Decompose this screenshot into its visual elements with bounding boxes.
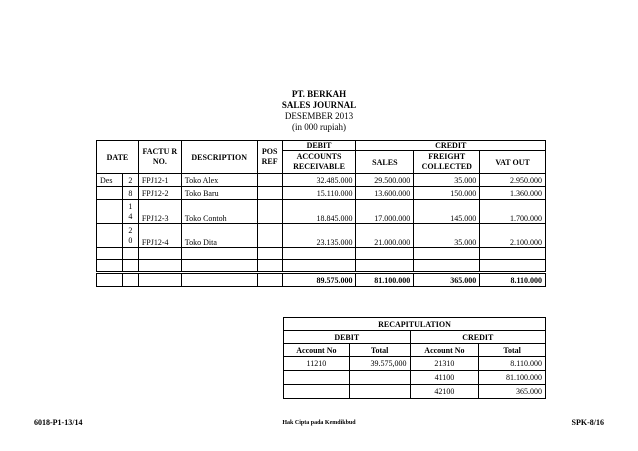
row-sales: 21.000.000 — [356, 224, 414, 248]
row-posref — [257, 187, 282, 200]
row-vat: 2.100.000 — [480, 224, 546, 248]
col-freight-collected: FREIGHT COLLECTED — [414, 151, 480, 174]
row-day: 8 — [122, 187, 138, 200]
row-faktur: FPJ12-2 — [138, 187, 181, 200]
row-sales: 17.000.000 — [356, 200, 414, 224]
col-accounts-receivable: ACCOUNTS RECEIVABLE — [282, 151, 356, 174]
row-accounts-receivable: 15.110.000 — [282, 187, 356, 200]
table-row — [284, 385, 546, 399]
blank-row — [97, 260, 546, 273]
recap-credit-total-header: Total — [479, 344, 546, 357]
total-accounts-receivable: 89.575.000 — [282, 273, 356, 287]
document-header — [0, 89, 638, 133]
row-day-top: 2 — [128, 225, 133, 235]
row-day — [122, 200, 138, 224]
table-row — [284, 357, 546, 371]
recap-title: RECAPITULATION — [284, 318, 546, 331]
row-month — [97, 200, 123, 224]
recap-credit-account-header: Account No — [410, 344, 479, 357]
recap-debit-account — [284, 371, 350, 385]
row-posref — [257, 224, 282, 248]
recap-debit-account-header: Account No — [284, 344, 350, 357]
row-faktur: FPJ12-4 — [138, 224, 181, 248]
col-credit: CREDIT — [356, 141, 546, 151]
row-faktur: FPJ12-3 — [138, 200, 181, 224]
col-description: DESCRIPTION — [181, 141, 257, 174]
footer-center: Hak Cipta pada Kemdikbud — [282, 420, 356, 426]
table-row — [97, 187, 546, 200]
table-row — [284, 371, 546, 385]
row-month: Des — [97, 174, 123, 187]
footer-left: 6018-P1-13/14 — [34, 418, 83, 427]
table-row — [97, 224, 546, 248]
row-vat: 1.700.000 — [480, 200, 546, 224]
row-day-top: 1 — [128, 201, 133, 211]
recapitulation-table — [283, 317, 546, 399]
recap-col-row — [284, 344, 546, 357]
col-faktur: FACTU R NO. — [138, 141, 181, 174]
row-vat: 2.950.000 — [480, 174, 546, 187]
row-posref — [257, 200, 282, 224]
total-freight: 365.000 — [414, 273, 480, 287]
row-freight: 150.000 — [414, 187, 480, 200]
row-sales: 13.600.000 — [356, 187, 414, 200]
row-freight: 145.000 — [414, 200, 480, 224]
footer-right: SPK-8/16 — [571, 418, 604, 427]
journal-period: DESEMBER 2013 — [284, 111, 354, 121]
recap-debit-total — [349, 371, 410, 385]
col-sales: SALES — [356, 151, 414, 174]
row-accounts-receivable: 18.845.000 — [282, 200, 356, 224]
row-day — [122, 224, 138, 248]
recap-credit-header: CREDIT — [410, 331, 545, 344]
recap-title-row — [284, 318, 546, 331]
recap-debit-total-header: Total — [349, 344, 410, 357]
journal-title: SALES JOURNAL — [281, 100, 357, 110]
row-day-bottom: 0 — [128, 235, 133, 245]
recap-debit-header: DEBIT — [284, 331, 411, 344]
row-description: Toko Baru — [181, 187, 257, 200]
row-freight: 35.000 — [414, 174, 480, 187]
header-row-1 — [97, 141, 546, 151]
table-row — [97, 174, 546, 187]
total-sales: 81.100.000 — [356, 273, 414, 287]
col-date: DATE — [97, 141, 139, 174]
col-posref: POS REF — [257, 141, 282, 174]
recap-credit-account: 42100 — [410, 385, 479, 399]
row-description: Toko Dita — [181, 224, 257, 248]
recap-credit-total: 8.110.000 — [479, 357, 546, 371]
blank-row — [97, 248, 546, 260]
table-row — [97, 200, 546, 224]
recap-credit-total: 365.000 — [479, 385, 546, 399]
row-month — [97, 224, 123, 248]
col-vat-out: VAT OUT — [480, 151, 546, 174]
row-month — [97, 187, 123, 200]
row-faktur: FPJ12-1 — [138, 174, 181, 187]
row-posref — [257, 174, 282, 187]
company-name: PT. BERKAH — [291, 89, 347, 99]
row-day-bottom: 4 — [128, 211, 133, 221]
recap-credit-account: 21310 — [410, 357, 479, 371]
row-accounts-receivable: 32.485.000 — [282, 174, 356, 187]
row-sales: 29.500.000 — [356, 174, 414, 187]
recap-debit-account — [284, 385, 350, 399]
recap-group-row — [284, 331, 546, 344]
sales-journal-table — [96, 140, 546, 287]
recap-debit-total: 39.575,000 — [349, 357, 410, 371]
recap-debit-account: 11210 — [284, 357, 350, 371]
recap-debit-total — [349, 385, 410, 399]
row-vat: 1.360.000 — [480, 187, 546, 200]
totals-row — [97, 273, 546, 287]
col-debit: DEBIT — [282, 141, 356, 151]
row-day: 2 — [122, 174, 138, 187]
total-vat: 8.110.000 — [480, 273, 546, 287]
row-description: Toko Contoh — [181, 200, 257, 224]
recap-credit-account: 41100 — [410, 371, 479, 385]
journal-unit: (in 000 rupiah) — [292, 122, 346, 132]
row-description: Toko Alex — [181, 174, 257, 187]
recap-credit-total: 81.100.000 — [479, 371, 546, 385]
row-freight: 35.000 — [414, 224, 480, 248]
row-accounts-receivable: 23.135.000 — [282, 224, 356, 248]
